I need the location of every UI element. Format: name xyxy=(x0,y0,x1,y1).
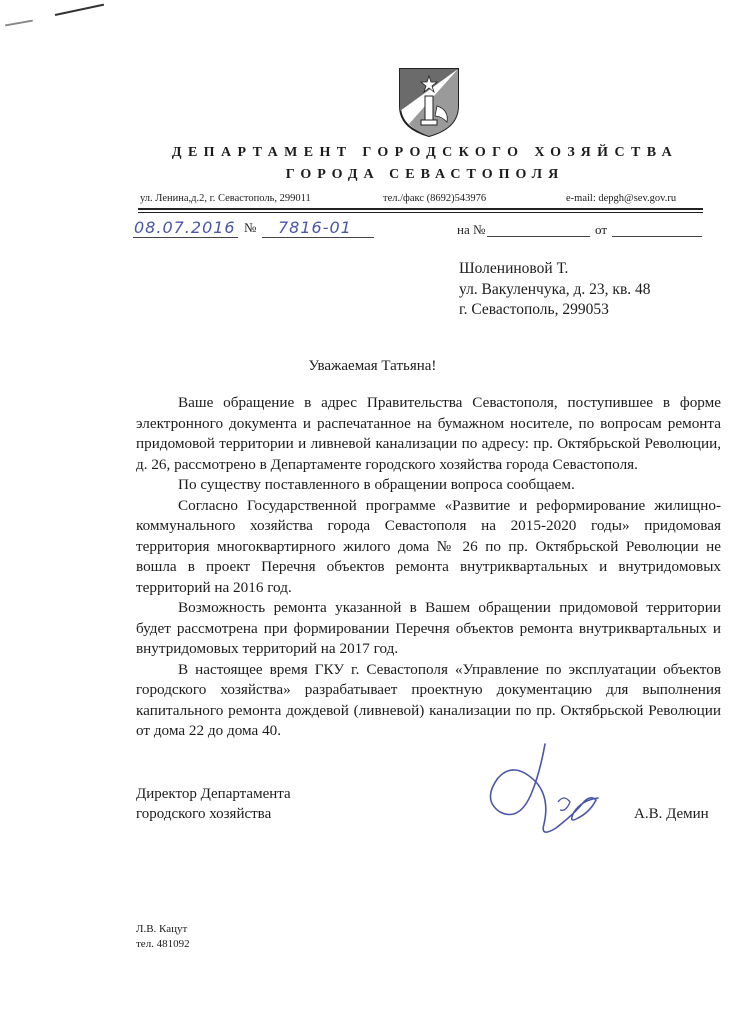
number-underline xyxy=(262,237,374,238)
scan-artifact xyxy=(55,4,104,16)
header-divider-thin xyxy=(138,212,703,213)
department-phone: тел./факс (8692)543976 xyxy=(383,193,487,204)
signer-title-line1: Директор Департамента xyxy=(136,786,291,802)
executor-phone: тел. 481092 xyxy=(136,938,190,950)
registration-number: 7816-01 xyxy=(278,218,352,237)
registration-date: 08.07.2016 xyxy=(134,218,236,237)
reference-number-blank xyxy=(487,236,590,237)
reference-number-label: на № xyxy=(457,222,486,237)
signer-name: А.В. Демин xyxy=(634,806,709,822)
reference-date-label: от xyxy=(595,222,608,237)
sevastopol-coat-of-arms-icon xyxy=(397,66,461,138)
executor-name: Л.В. Кацут xyxy=(136,923,188,935)
signer-title-line2: городского хозяйства xyxy=(136,806,272,822)
letter-body xyxy=(136,393,721,742)
scan-artifact xyxy=(5,20,33,27)
header-divider xyxy=(138,208,703,210)
paragraph: Согласно Государственной программе «Развитие и реформирование жилищно-коммунального хозяйства города Севастополя на 2015-2020 годы» придомовая территория многоквартирного жилого дома № 26 по пр. Октябрьской Революции не вошла в проект Перечня объектов ремонта внутриквартальных и внутридомовых территорий на 2016 год. xyxy=(136,496,721,596)
department-address: ул. Ленина,д.2, г. Севастополь, 299011 xyxy=(140,193,311,204)
date-underline xyxy=(133,237,238,238)
department-email: e-mail: depgh@sev.gov.ru xyxy=(566,193,677,204)
department-name-line1: ДЕПАРТАМЕНТ ГОРОДСКОГО ХОЗЯЙСТВА xyxy=(171,145,679,160)
paragraph: В настоящее время ГКУ г. Севастополя «Управление по эксплуатации объектов городского хозяйства» разрабатывает проектную документацию для выполнения капитального ремонта дождевой (ливневой) канализации по пр. Октябрьской Революции от дома 22 до дома 40. xyxy=(136,660,721,739)
paragraph: Возможность ремонта указанной в Вашем обращении придомовой территории будет рассмотрена при формировании Перечня объектов ремонта внутриквартальных и внутридомовых территорий на 2017 год. xyxy=(136,599,721,657)
reference-date-blank xyxy=(612,236,702,237)
registration-number-label: № xyxy=(244,220,257,235)
paragraph: По существу поставленного в обращении вопроса сообщаем. xyxy=(178,476,575,493)
recipient-city: г. Севастополь, 299053 xyxy=(459,301,609,318)
recipient-name: Шолениновой Т. xyxy=(459,260,569,277)
salutation: Уважаемая Татьяна! xyxy=(308,358,437,374)
recipient-street: ул. Вакуленчука, д. 23, кв. 48 xyxy=(459,281,651,298)
handwritten-signature xyxy=(470,742,620,842)
paragraph: Ваше обращение в адрес Правительства Севастополя, поступившее в форме электронного документа и распечатанное на бумажном носителе, по вопросам ремонта придомовой территории и ливневой канализации по адресу: пр. Октябрьской Революции, д. 26, рассмотрено в Департаменте городского хозяйства города Севастополя. xyxy=(136,394,721,473)
department-name-line2: ГОРОДА СЕВАСТОПОЛЯ xyxy=(285,167,565,182)
